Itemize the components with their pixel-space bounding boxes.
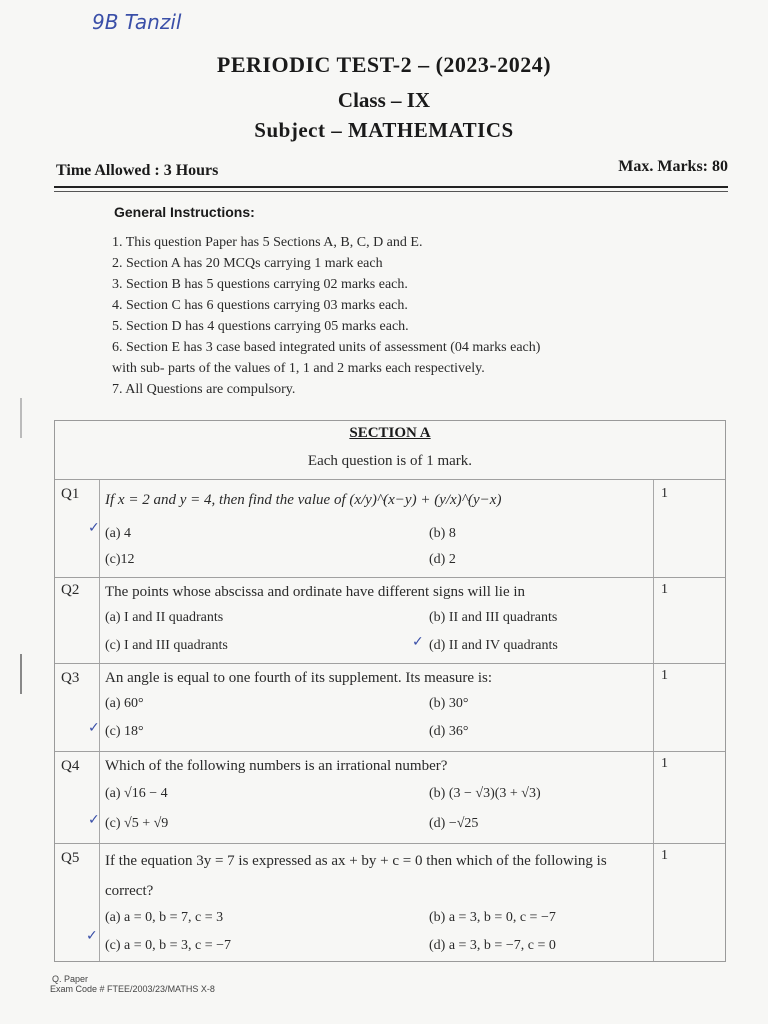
instruction-line: 7. All Questions are compulsory. bbox=[112, 382, 296, 397]
question-row-q4 bbox=[55, 751, 725, 843]
option-d: (d) 2 bbox=[429, 552, 456, 567]
question-mark: 1 bbox=[661, 582, 668, 597]
option-a: (a) 60° bbox=[105, 696, 144, 711]
question-number: Q1 bbox=[61, 486, 80, 502]
pen-tick-mark: ✓ bbox=[412, 634, 424, 650]
question-row-q1 bbox=[55, 479, 725, 577]
paper-title: PERIODIC TEST-2 – (2023-2024) bbox=[216, 52, 552, 77]
option-a: (a) √16 − 4 bbox=[105, 786, 168, 801]
option-c: (c)12 bbox=[105, 552, 135, 567]
option-a: (a) I and II quadrants bbox=[105, 610, 224, 625]
pen-tick-mark: ✓ bbox=[88, 812, 100, 828]
question-mark: 1 bbox=[661, 486, 668, 501]
question-mark: 1 bbox=[661, 668, 668, 683]
option-d: (d) a = 3, b = −7, c = 0 bbox=[429, 938, 556, 953]
option-a: (a) 4 bbox=[105, 526, 132, 541]
question-text: An angle is equal to one fourth of its supplement. Its measure is: bbox=[105, 670, 493, 686]
pen-tick-mark: ✓ bbox=[86, 928, 98, 944]
section-subtitle: Each question is of 1 mark. bbox=[307, 453, 473, 469]
question-text: If the equation 3y = 7 is expressed as ax + by + c = 0 then which of the following is correct? bbox=[105, 853, 607, 899]
option-c: (c) I and III quadrants bbox=[105, 638, 228, 653]
question-text: The points whose abscissa and ordinate have different signs will lie in bbox=[105, 584, 526, 600]
footer-exam-code: Exam Code # FTEE/2003/23/MATHS X-8 bbox=[50, 984, 215, 994]
question-row-q2 bbox=[55, 577, 725, 663]
section-title: SECTION A bbox=[349, 425, 431, 441]
option-c: (c) 18° bbox=[105, 724, 144, 739]
instruction-line: with sub- parts of the values of 1, 1 and 2 marks each respectively. bbox=[112, 361, 485, 376]
option-a: (a) a = 0, b = 7, c = 3 bbox=[105, 910, 224, 925]
handwritten-name-note: 9B Tanzil bbox=[92, 10, 182, 34]
option-b: (b) a = 3, b = 0, c = −7 bbox=[429, 910, 556, 925]
option-b: (b) 8 bbox=[429, 526, 456, 541]
option-b: (b) II and III quadrants bbox=[429, 610, 558, 625]
instruction-line: 1. This question Paper has 5 Sections A, B, C, D and E. bbox=[112, 235, 423, 250]
option-d: (d) 36° bbox=[429, 724, 469, 739]
header-divider-thin bbox=[54, 191, 728, 192]
subject-line: Subject – MATHEMATICS bbox=[254, 118, 514, 142]
question-number: Q2 bbox=[61, 582, 80, 598]
instruction-line: 2. Section A has 20 MCQs carrying 1 mark each bbox=[112, 256, 383, 271]
option-b: (b) 30° bbox=[429, 696, 469, 711]
question-number: Q4 bbox=[61, 758, 80, 774]
class-line: Class – IX bbox=[337, 88, 431, 112]
header-divider bbox=[54, 186, 728, 188]
instruction-line: 5. Section D has 4 questions carrying 05 marks each. bbox=[112, 319, 409, 334]
instructions-list bbox=[112, 232, 712, 400]
general-instructions-heading: General Instructions: bbox=[114, 204, 255, 220]
question-number: Q5 bbox=[61, 850, 80, 866]
time-allowed: Time Allowed : 3 Hours bbox=[56, 162, 219, 179]
pen-tick-mark: ✓ bbox=[88, 720, 100, 736]
margin-scribble bbox=[20, 398, 22, 438]
question-mark: 1 bbox=[661, 848, 668, 863]
pen-tick-mark: ✓ bbox=[88, 520, 100, 536]
question-mark: 1 bbox=[661, 756, 668, 771]
option-c: (c) a = 0, b = 3, c = −7 bbox=[105, 938, 232, 953]
section-a-table bbox=[54, 420, 726, 962]
option-c: (c) √5 + √9 bbox=[105, 816, 169, 831]
footer-paper-label: Q. Paper bbox=[52, 974, 89, 984]
max-marks: Max. Marks: 80 bbox=[618, 158, 728, 175]
question-number: Q3 bbox=[61, 670, 80, 686]
option-d: (d) II and IV quadrants bbox=[429, 638, 558, 653]
question-text: Which of the following numbers is an irrational number? bbox=[105, 758, 448, 774]
instruction-line: 6. Section E has 3 case based integrated units of assessment (04 marks each) bbox=[112, 340, 541, 355]
instruction-line: 4. Section C has 6 questions carrying 03 marks each. bbox=[112, 298, 408, 313]
question-row-q3 bbox=[55, 663, 725, 751]
instruction-line: 3. Section B has 5 questions carrying 02 marks each. bbox=[112, 277, 408, 292]
option-d: (d) −√25 bbox=[429, 816, 479, 831]
question-text: If x = 2 and y = 4, then find the value of (x/y)^(x−y) + (y/x)^(y−x) bbox=[105, 492, 502, 508]
option-b: (b) (3 − √3)(3 + √3) bbox=[429, 786, 541, 801]
margin-scribble bbox=[20, 654, 22, 694]
question-row-q5 bbox=[55, 843, 725, 961]
